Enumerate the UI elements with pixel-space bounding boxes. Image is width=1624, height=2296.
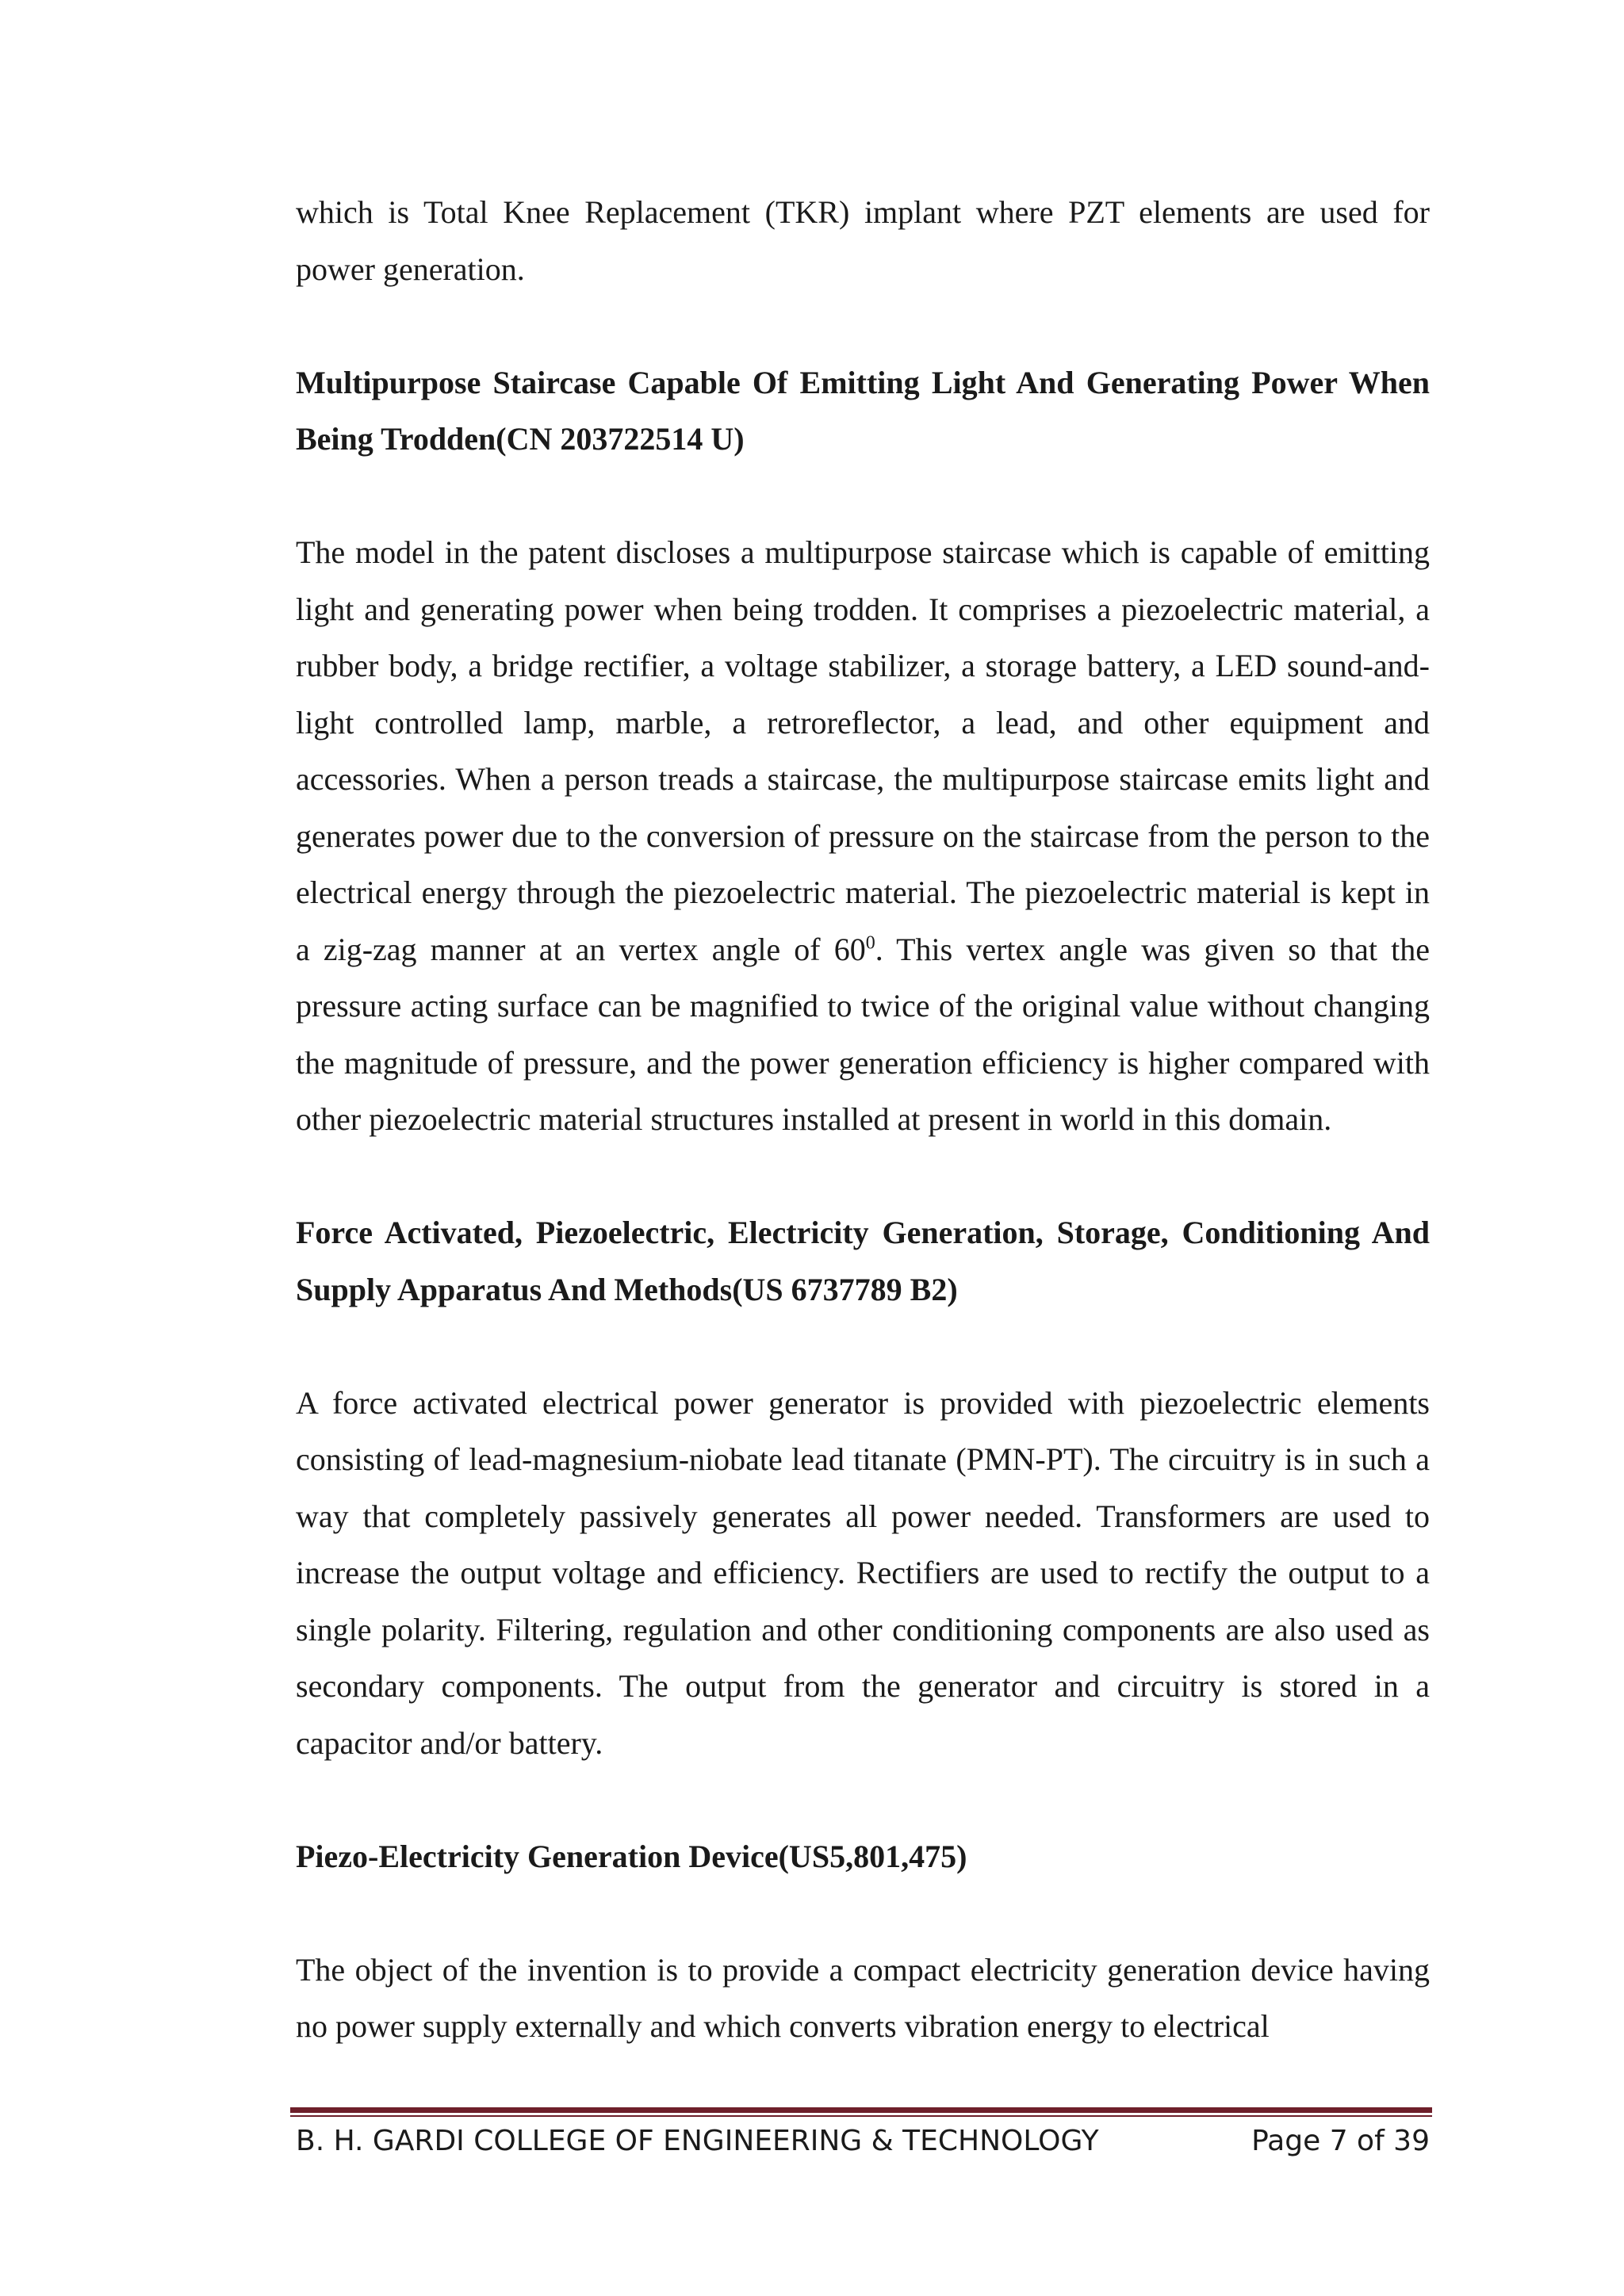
- page-content: [296, 184, 1430, 2055]
- footer-divider: [290, 2107, 1432, 2117]
- superscript-degree: 0: [865, 932, 875, 954]
- paragraph-force-activated: A force activated electrical power generator is provided with piezoelectric elements consisting of lead-magnesium-niobate lead titanate (PMN-PT). The circuitry is in such a way that completely passively generates all power needed. Transformers are used to increase the output voltage and efficiency. Rectifiers are used to rectify the output to a single polarity. Filtering, regulation and other conditioning components are also used as secondary components. The output from the generator and circuitry is stored in a capacitor and/or battery.: [296, 1384, 1430, 1761]
- spacer: [296, 1318, 1430, 1375]
- paragraph-tkr-continuation: which is Total Knee Replacement (TKR) implant where PZT elements are used for power generation.: [296, 194, 1430, 287]
- page-footer: [296, 2125, 1430, 2169]
- paragraph-staircase-text: The model in the patent discloses a multipurpose staircase which is capable of emitting light and generating power when being trodden. It comprises a piezoelectric material, a rubber body, a bridge rectifier, a voltage stabilizer, a storage battery, a LED sound-and-light controlled lamp, marble, a retroreflector, a lead, and other equipment and accessories. When a person treads a staircase, the multipurpose staircase emits light and generates power due to the conversion of pressure on the staircase from the person to the electrical energy through the piezoelectric material. The piezoelectric material is kept in a zig-zag manner at an vertex angle of 60: [296, 534, 1430, 967]
- paragraph-staircase-tail: . This vertex angle was given so that the pressure acting surface can be magnified to twice of the original value without changing the magnitude of pressure, and the power generation efficiency is higher compared with other piezoelectric material structures installed at present in world in this domain.: [296, 931, 1430, 1137]
- heading-staircase-patent: Multipurpose Staircase Capable Of Emitting Light And Generating Power When Being Trodden(CN 203722514 U): [296, 364, 1430, 457]
- footer-divider-thick: [290, 2107, 1432, 2113]
- heading-force-activated-patent: Force Activated, Piezoelectric, Electricity Generation, Storage, Conditioning And Supply Apparatus And Methods(US 6737789 B2): [296, 1215, 1430, 1307]
- footer-institution: B. H. GARDI COLLEGE OF ENGINEERING & TECHNOLOGY: [296, 2125, 1099, 2157]
- spacer: [296, 297, 1430, 354]
- heading-piezo-device-patent: Piezo-Electricity Generation Device(US5,801,475): [296, 1838, 967, 1874]
- paragraph-piezo-device: The object of the invention is to provide a compact electricity generation device having no power supply externally and which converts vibration energy to electrical: [296, 1951, 1430, 2044]
- footer-divider-thin: [290, 2115, 1432, 2117]
- spacer: [296, 468, 1430, 525]
- spacer: [296, 1148, 1430, 1205]
- spacer: [296, 1885, 1430, 1942]
- spacer: [296, 1771, 1430, 1828]
- footer-page-number: Page 7 of 39: [1251, 2125, 1430, 2157]
- paragraph-staircase: [296, 524, 1430, 1148]
